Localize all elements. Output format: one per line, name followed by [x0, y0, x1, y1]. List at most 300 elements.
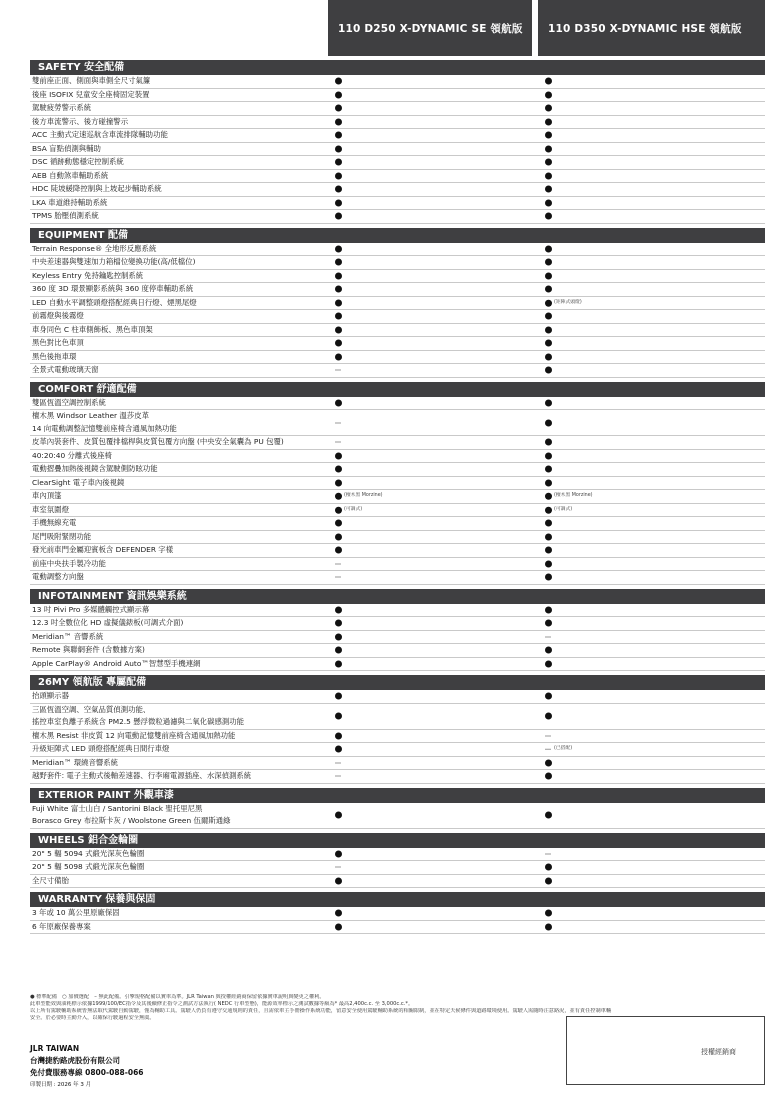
cell-d250 [335, 762, 344, 763]
cell-d250 [335, 286, 344, 293]
cell-d350 [545, 504, 572, 517]
cell-d250 [335, 520, 344, 527]
standard-dot-icon [335, 693, 342, 700]
spec-label-line: 車室氛圍燈 [32, 504, 69, 514]
standard-dot-icon [335, 812, 342, 819]
cell-d350 [545, 560, 554, 567]
spec-label [30, 631, 322, 644]
spec-row [30, 571, 765, 585]
spec-row [30, 129, 765, 143]
spec-label [30, 156, 322, 169]
cell-d250 [335, 867, 344, 868]
standard-dot-icon [335, 118, 342, 125]
standard-dot-icon [545, 759, 552, 766]
spec-label-line: 40:20:40 分離式後座椅 [32, 450, 112, 460]
cell-d350 [545, 864, 554, 871]
cell-d250 [335, 213, 344, 220]
standard-dot-icon [335, 877, 342, 884]
standard-dot-icon [545, 439, 552, 446]
cell-note: (已搭配) [554, 746, 573, 751]
cell-d350 [545, 773, 554, 780]
spec-row [30, 803, 765, 829]
standard-dot-icon [335, 78, 342, 85]
spec-row [30, 310, 765, 324]
standard-dot-icon [545, 466, 552, 473]
cell-d250 [335, 199, 344, 206]
spec-label [30, 75, 322, 88]
cell-d250 [335, 132, 344, 139]
cell-d250 [335, 746, 344, 753]
standard-dot-icon [335, 186, 342, 193]
spec-label [30, 89, 322, 102]
not-available-dash-icon [335, 577, 341, 578]
company-name-en: JLR TAIWAN [30, 1044, 80, 1053]
spec-row [30, 617, 765, 631]
spec-label [30, 170, 322, 183]
footnote-legend: ● 標準配備 ○ 加價選配 – 無此配備。引擎規格配備以實車為準。JLR Taiwan 與授權經銷商保留依據實車說明與變更之權利。 [30, 994, 325, 1000]
cell-d250 [335, 313, 344, 320]
spec-label [30, 197, 322, 210]
standard-dot-icon [545, 520, 552, 527]
spec-label-line: 搖控車室負離子系統含 PM2.5 懸浮微粒過濾與二氧化碳感測功能 [32, 717, 245, 726]
standard-dot-icon [545, 479, 552, 486]
cell-note: (檀木黑 Morzine) [344, 493, 383, 498]
cell-d350 [545, 186, 554, 193]
spec-label [30, 256, 322, 269]
standard-dot-icon [545, 864, 552, 871]
cell-d350 [545, 533, 554, 540]
standard-dot-icon [545, 286, 552, 293]
section-header: 26MY 領航版 專屬配備 [30, 675, 765, 690]
cell-d350 [545, 199, 554, 206]
standard-dot-icon [335, 466, 342, 473]
spec-label [30, 310, 322, 323]
spec-row [30, 102, 765, 116]
footnote-efficiency: 此車型能效與油耗標示依據1999/100/EC指令及其後續修正指令之測試方法執行( NEDC 行車型態)，能源效率標示之測試數據等級為* 最高2,400c.c. 至 3,000c.c.*。 [30, 1001, 414, 1007]
spec-label-line: 360 度 3D 環景顯影系統與 360 度停車輔助系統 [32, 284, 194, 293]
cell-d250 [335, 490, 383, 503]
spec-label-line: 車身同色 C 柱車側飾板、黑色車頂架 [32, 324, 153, 334]
spec-label-line: TPMS 胎壓偵測系統 [32, 211, 99, 220]
spec-label-line: 黑色後拖車環 [32, 351, 77, 361]
spec-label-line: 手機無線充電 [32, 518, 77, 527]
cell-d250 [335, 299, 344, 306]
not-available-dash-icon [545, 735, 551, 736]
spec-label-line: Remote 與聯網套件 (含數據方案) [32, 645, 145, 654]
standard-dot-icon [545, 547, 552, 554]
spec-label [30, 102, 322, 115]
standard-dot-icon [335, 633, 342, 640]
spec-label-line: 3 年或 10 萬公里原廠保固 [32, 908, 120, 917]
standard-dot-icon [545, 910, 552, 917]
spec-label-line: 尾門吸附緊閉功能 [32, 531, 92, 541]
standard-dot-icon [335, 145, 342, 152]
spec-row [30, 75, 765, 89]
standard-dot-icon [335, 620, 342, 627]
standard-dot-icon [545, 105, 552, 112]
cell-note: (矩陣式頭燈) [554, 299, 582, 305]
standard-dot-icon [545, 620, 552, 627]
spec-label [30, 351, 322, 364]
spec-label-line: Keyless Entry 免持鑰匙控制系統 [32, 270, 144, 280]
cell-d350 [545, 91, 554, 98]
column-header-d250: 110 D250 X-DYNAMIC SE 領航版 [328, 0, 532, 56]
standard-dot-icon [335, 533, 342, 540]
spec-label [30, 803, 322, 828]
standard-dot-icon [335, 746, 342, 753]
spec-label [30, 270, 322, 283]
cell-d350 [545, 910, 554, 917]
not-available-dash-icon [335, 442, 341, 443]
standard-dot-icon [335, 399, 342, 406]
company-name-zh: 台灣捷豹路虎股份有限公司 [30, 1056, 120, 1065]
cell-d350 [545, 647, 554, 654]
cell-d350 [545, 297, 582, 310]
spec-label [30, 921, 322, 934]
spec-row [30, 210, 765, 224]
spec-row [30, 848, 765, 862]
standard-dot-icon [335, 199, 342, 206]
cell-d250 [335, 145, 344, 152]
standard-dot-icon [545, 773, 552, 780]
standard-dot-icon [545, 313, 552, 320]
standard-dot-icon [335, 91, 342, 98]
standard-dot-icon [335, 159, 342, 166]
spec-label [30, 477, 322, 490]
spec-label [30, 143, 322, 156]
cell-d250 [335, 923, 344, 930]
standard-dot-icon [545, 299, 552, 306]
cell-d350 [545, 105, 554, 112]
standard-dot-icon [545, 259, 552, 266]
spec-row [30, 875, 765, 889]
standard-dot-icon [545, 419, 552, 426]
cell-d250 [335, 370, 344, 371]
not-available-dash-icon [335, 776, 341, 777]
spec-row [30, 544, 765, 558]
standard-dot-icon [545, 693, 552, 700]
cell-d250 [335, 812, 344, 819]
standard-dot-icon [335, 547, 342, 554]
cell-d250 [335, 713, 344, 720]
cell-d350 [545, 399, 554, 406]
spec-row [30, 364, 765, 378]
not-available-dash-icon [545, 636, 551, 637]
dealer-stamp-box [566, 1016, 765, 1085]
section-header: INFOTAINMENT 資訊娛樂系統 [30, 589, 765, 604]
spec-row [30, 463, 765, 477]
standard-dot-icon [335, 713, 342, 720]
spec-label [30, 604, 322, 617]
spec-label [30, 504, 322, 517]
standard-dot-icon [545, 118, 552, 125]
standard-dot-icon [335, 172, 342, 179]
spec-label [30, 450, 322, 463]
standard-dot-icon [545, 272, 552, 279]
spec-label-line: 發光前車門金屬迎賓板含 DEFENDER 字樣 [32, 545, 174, 554]
spec-label-line: 6 年原廠保養專案 [32, 921, 91, 931]
standard-dot-icon [545, 533, 552, 540]
standard-dot-icon [335, 520, 342, 527]
standard-dot-icon [545, 132, 552, 139]
spec-label [30, 490, 322, 503]
cell-d250 [335, 78, 344, 85]
cell-d250 [335, 172, 344, 179]
cell-d250 [335, 245, 344, 252]
cell-d350 [545, 172, 554, 179]
spec-label-line: Apple CarPlay® Android Auto™智慧型手機連網 [32, 658, 201, 668]
spec-label-line: 檀木黑 Resist 非皮質 12 向電動記憶雙前座椅含通風加熱功能 [32, 730, 236, 740]
standard-dot-icon [335, 259, 342, 266]
spec-row [30, 604, 765, 618]
cell-d250 [335, 877, 344, 884]
cell-d350 [545, 419, 554, 426]
spec-row [30, 743, 765, 757]
standard-dot-icon [335, 660, 342, 667]
spec-row [30, 283, 765, 297]
standard-dot-icon [545, 145, 552, 152]
cell-d250 [335, 159, 344, 166]
spec-row [30, 757, 765, 771]
spec-label [30, 743, 322, 756]
cell-note: (檀木黑 Morzine) [554, 493, 593, 498]
spec-row [30, 270, 765, 284]
cell-d350 [545, 159, 554, 166]
spec-row [30, 116, 765, 130]
spec-row [30, 337, 765, 351]
section-header: WHEELS 鋁合金輪圈 [30, 833, 765, 848]
spec-label [30, 297, 322, 310]
cell-d350 [545, 326, 554, 333]
spec-label-line: LED 自動水平調整頭燈搭配經典日行燈、煙黑尾燈 [32, 297, 197, 307]
spec-label [30, 337, 322, 350]
spec-label-line: 20" 5 輻 5098 式緞光深灰色輪圈 [32, 862, 145, 871]
cell-d350 [545, 853, 554, 854]
standard-dot-icon [335, 272, 342, 279]
cell-d350 [545, 272, 554, 279]
spec-table [30, 60, 765, 934]
standard-dot-icon [545, 245, 552, 252]
not-available-dash-icon [335, 762, 341, 763]
cell-d250 [335, 850, 344, 857]
spec-row [30, 450, 765, 464]
spec-label [30, 757, 322, 770]
spec-label [30, 617, 322, 630]
spec-row [30, 517, 765, 531]
standard-dot-icon [545, 172, 552, 179]
standard-dot-icon [545, 353, 552, 360]
section-header: COMFORT 舒適配備 [30, 382, 765, 397]
standard-dot-icon [545, 877, 552, 884]
spec-label-line: HDC 陡坡緩降控制與上坡起步輔助系統 [32, 184, 162, 193]
not-available-dash-icon [335, 563, 341, 564]
spec-label [30, 571, 322, 584]
spec-label-line: 雙區恆溫空調控制系統 [32, 397, 106, 407]
cell-d250 [335, 606, 344, 613]
cell-d250 [335, 533, 344, 540]
standard-dot-icon [335, 132, 342, 139]
cell-d250 [335, 660, 344, 667]
standard-dot-icon [335, 105, 342, 112]
cell-d350 [545, 466, 554, 473]
standard-dot-icon [335, 506, 342, 513]
cell-d250 [335, 620, 344, 627]
spec-label [30, 531, 322, 544]
standard-dot-icon [545, 186, 552, 193]
spec-row [30, 770, 765, 784]
cell-d350 [545, 213, 554, 220]
spec-label [30, 410, 322, 435]
spec-label-line: 14 向電動調整記憶雙前座椅含通風加熱功能 [32, 423, 177, 433]
cell-d350 [545, 479, 554, 486]
spec-label-line: 前座中央扶手製冷功能 [32, 558, 106, 568]
spec-row [30, 730, 765, 744]
cell-d350 [545, 636, 554, 637]
spec-label-line: 駕駛疲勞警示系統 [32, 103, 92, 112]
spec-label-line: 電動摺疊加熱後視鏡含駕駛側防眩功能 [32, 464, 158, 473]
spec-label [30, 463, 322, 476]
spec-label-line: 車內頂篷 [32, 491, 62, 500]
not-available-dash-icon [335, 867, 341, 868]
spec-label-line: 前霧燈與後霧燈 [32, 311, 84, 320]
cell-d350 [545, 286, 554, 293]
cell-d250 [335, 693, 344, 700]
standard-dot-icon [335, 606, 342, 613]
spec-label [30, 875, 322, 888]
cell-d250 [335, 118, 344, 125]
cell-d350 [545, 118, 554, 125]
standard-dot-icon [545, 452, 552, 459]
section-header: EQUIPMENT 配備 [30, 228, 765, 243]
print-date: 印製日期 : 2026 年 3 月 [30, 1082, 92, 1088]
standard-dot-icon [335, 647, 342, 654]
dealer-label: 授權經銷商 [701, 1048, 736, 1056]
cell-d250 [335, 577, 344, 578]
cell-d250 [335, 466, 344, 473]
cell-d350 [545, 245, 554, 252]
cell-d250 [335, 633, 344, 640]
service-hotline: 免付費服務專線 0800-088-066 [30, 1068, 144, 1077]
spec-label-line: 雙前座正面、側面與車側全尺寸氣簾 [32, 76, 151, 85]
cell-note: (可調式) [554, 506, 573, 512]
standard-dot-icon [335, 923, 342, 930]
cell-d250 [335, 186, 344, 193]
spec-label [30, 183, 322, 196]
cell-d250 [335, 776, 344, 777]
spec-label-line: 後座 ISOFIX 兒童安全座椅固定裝置 [32, 89, 150, 99]
cell-d250 [335, 91, 344, 98]
standard-dot-icon [335, 326, 342, 333]
cell-d250 [335, 259, 344, 266]
spec-row [30, 324, 765, 338]
standard-dot-icon [545, 560, 552, 567]
spec-label-line: 全景式電動玻璃天窗 [32, 365, 99, 374]
not-available-dash-icon [335, 370, 341, 371]
standard-dot-icon [545, 199, 552, 206]
spec-label-line: 抬頭顯示器 [32, 691, 69, 700]
cell-d250 [335, 452, 344, 459]
spec-row [30, 504, 765, 518]
spec-label [30, 116, 322, 129]
spec-row [30, 143, 765, 157]
standard-dot-icon [545, 159, 552, 166]
cell-d350 [545, 735, 554, 736]
spec-label-line: ACC 主動式定速巡航含車流排隊輔助功能 [32, 130, 168, 139]
standard-dot-icon [545, 399, 552, 406]
not-available-dash-icon [545, 853, 551, 854]
cell-d350 [545, 439, 554, 446]
spec-row [30, 297, 765, 311]
cell-d350 [545, 132, 554, 139]
footnote-adas-cont: 安全。於必要時主動介入，以確保行駛過程安全無虞。 [30, 1015, 155, 1021]
spec-label-line: Terrain Response® 全地形反應系統 [32, 243, 157, 253]
spec-label [30, 861, 322, 874]
spec-row [30, 631, 765, 645]
spec-label-line: 升級矩陣式 LED 頭燈搭配經典日間行車燈 [32, 744, 170, 753]
spec-label-line: 黑色對比色車頂 [32, 338, 84, 347]
standard-dot-icon [335, 299, 342, 306]
cell-d350 [545, 452, 554, 459]
spec-row [30, 490, 765, 504]
section-header: WARRANTY 保養與保固 [30, 892, 765, 907]
cell-d350 [545, 313, 554, 320]
spec-label [30, 397, 322, 410]
spec-label [30, 517, 322, 530]
spec-row [30, 170, 765, 184]
spec-row [30, 558, 765, 572]
spec-label-line: 越野套件: 電子主動式後軸差速器、行李廂電源插座、水深偵測系統 [32, 771, 252, 780]
spec-label-line: LKA 車道維持輔助系統 [32, 197, 108, 207]
standard-dot-icon [545, 91, 552, 98]
spec-row [30, 197, 765, 211]
footnote-adas: 以上所有駕駛輔助系統皆無法取代駕駛自動駕駛，僅為輔助工具。駕駛人仍負有遵守交通規則的責任，且需依車主手冊操作系統功能，留意安全使用駕駛輔助系統的相關限制，並在特定天候條件與道路環境使用。駕駛人需隨時注意路況，並有責任控制車輛 [30, 1008, 612, 1014]
cell-d350 [545, 923, 554, 930]
standard-dot-icon [545, 923, 552, 930]
spec-label-line: 後方車流警示、後方碰撞警示 [32, 116, 129, 126]
column-header-d350: 110 D350 X-DYNAMIC HSE 領航版 [538, 0, 765, 56]
standard-dot-icon [545, 493, 552, 500]
spec-label [30, 690, 322, 703]
standard-dot-icon [335, 353, 342, 360]
standard-dot-icon [545, 367, 552, 374]
standard-dot-icon [545, 506, 552, 513]
standard-dot-icon [335, 850, 342, 857]
spec-row [30, 907, 765, 921]
spec-label-line: 皮革內裝套件、皮質包覆排檔桿與皮質包覆方向盤 (中央安全氣囊為 PU 包覆) [32, 437, 284, 446]
cell-d250 [335, 422, 344, 423]
spec-row [30, 531, 765, 545]
spec-row [30, 156, 765, 170]
spec-row [30, 861, 765, 875]
spec-row [30, 397, 765, 411]
cell-d350 [545, 145, 554, 152]
spec-label [30, 644, 322, 657]
section-header: SAFETY 安全配備 [30, 60, 765, 75]
cell-d250 [335, 272, 344, 279]
cell-d250 [335, 732, 344, 739]
cell-d250 [335, 340, 344, 347]
cell-d250 [335, 547, 344, 554]
spec-label [30, 848, 322, 861]
standard-dot-icon [335, 245, 342, 252]
spec-label-line: 檀木黑 Windsor Leather 溫莎皮革 [32, 411, 149, 420]
spec-label-line: 電動調整方向盤 [32, 572, 84, 581]
standard-dot-icon [545, 78, 552, 85]
spec-label [30, 436, 322, 449]
cell-d250 [335, 647, 344, 654]
standard-dot-icon [335, 286, 342, 293]
standard-dot-icon [335, 910, 342, 917]
